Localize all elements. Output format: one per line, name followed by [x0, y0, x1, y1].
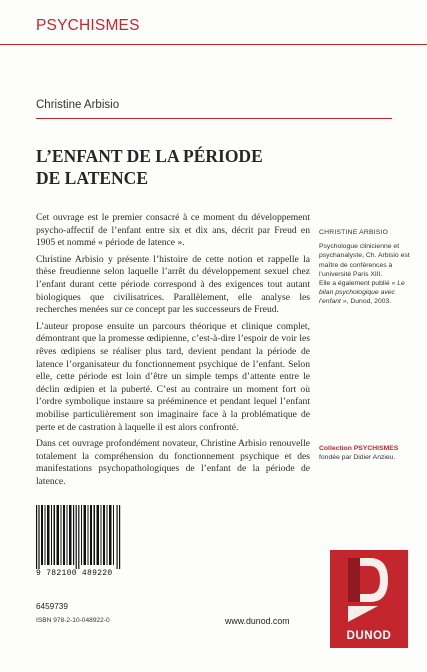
author-name: Christine Arbisio — [36, 99, 120, 111]
barcode-digits: 9 782100 489220 — [36, 569, 113, 578]
collection-founder: fondée par Didier Anzieu. — [319, 454, 396, 461]
author-bio-text: Psychologue clinicienne et psychanalyste, Ch. Arbisio est maître de conférences à l’université Paris XIII. — [319, 243, 410, 278]
product-code: 6459739 — [36, 602, 68, 611]
barcode-icon — [36, 505, 122, 569]
series-name: PSYCHISMES — [36, 17, 140, 34]
collection-info — [319, 444, 419, 462]
author-bio — [319, 228, 417, 307]
author-bio-book-title: « Le bilan psychologique avec l’enfant » — [319, 280, 405, 306]
book-title-line-1: L’ENFANT DE LA PÉRIODE — [36, 146, 263, 166]
blurb-paragraph: Christine Arbisio y présente l’histoire de cette notion et rappelle la thèse freudienne selon laquelle l’arrêt du développement sexuel chez l’enfant durant cette période correspond à des exigences tout autant biologiques que civilisatrices. Parallèlement, elle analyse les recherches menées sur ce concept par les successeurs de Freud. — [36, 253, 310, 316]
blurb — [36, 212, 310, 492]
author-bio-publications — [319, 279, 417, 307]
author-bio-publications-prefix: Elle a également publié — [319, 280, 390, 288]
book-title — [36, 145, 336, 189]
author-divider — [36, 118, 392, 119]
blurb-paragraph: Dans cet ouvrage profondément novateur, Christine Arbisio renouvelle totalement la compréhension du fonctionnement psychique et des manifestations psychopathologiques de l’enfant de la période de latence. — [36, 438, 310, 487]
blurb-paragraph: L’auteur propose ensuite un parcours théorique et clinique complet, démontrant que la promesse œdipienne, c’est-à-dire l’espoir de voir les rêves œdipiens se réaliser plus tard, devient pendant la période de latence l’organisateur du fonctionnement psychique de l’enfant. Selon elle, cette période est loin d’être un simple temps d’attente entre le déclin œdipien et la puberté. C’est au contraire un moment fort où l’ordre symbolique instaure sa prééminence et pendant lequel l’enfant mobilise particulièrement son imaginaire face à la problématique de perte et de castration à laquelle il est alors confronté. — [36, 320, 310, 433]
book-title-line-2: DE LATENCE — [36, 168, 148, 188]
series-divider — [0, 44, 427, 45]
collection-label: Collection PSYCHISMES — [319, 445, 399, 452]
author-bio-publications-suffix: , Dunod, 2003. — [346, 298, 392, 306]
publisher-logo — [330, 550, 408, 648]
publisher-website: www.dunod.com — [225, 616, 290, 626]
blurb-paragraph: Cet ouvrage est le premier consacré à ce moment du développement psycho-affectif de l’enfant entre six et dix ans, décrit par Freud en 1905 et nommé « période de latence ». — [36, 212, 310, 249]
author-bio-name: CHRISTINE ARBISIO — [319, 229, 389, 236]
isbn: ISBN 978-2-10-048922-0 — [36, 617, 110, 624]
publisher-name: DUNOD — [346, 630, 392, 642]
